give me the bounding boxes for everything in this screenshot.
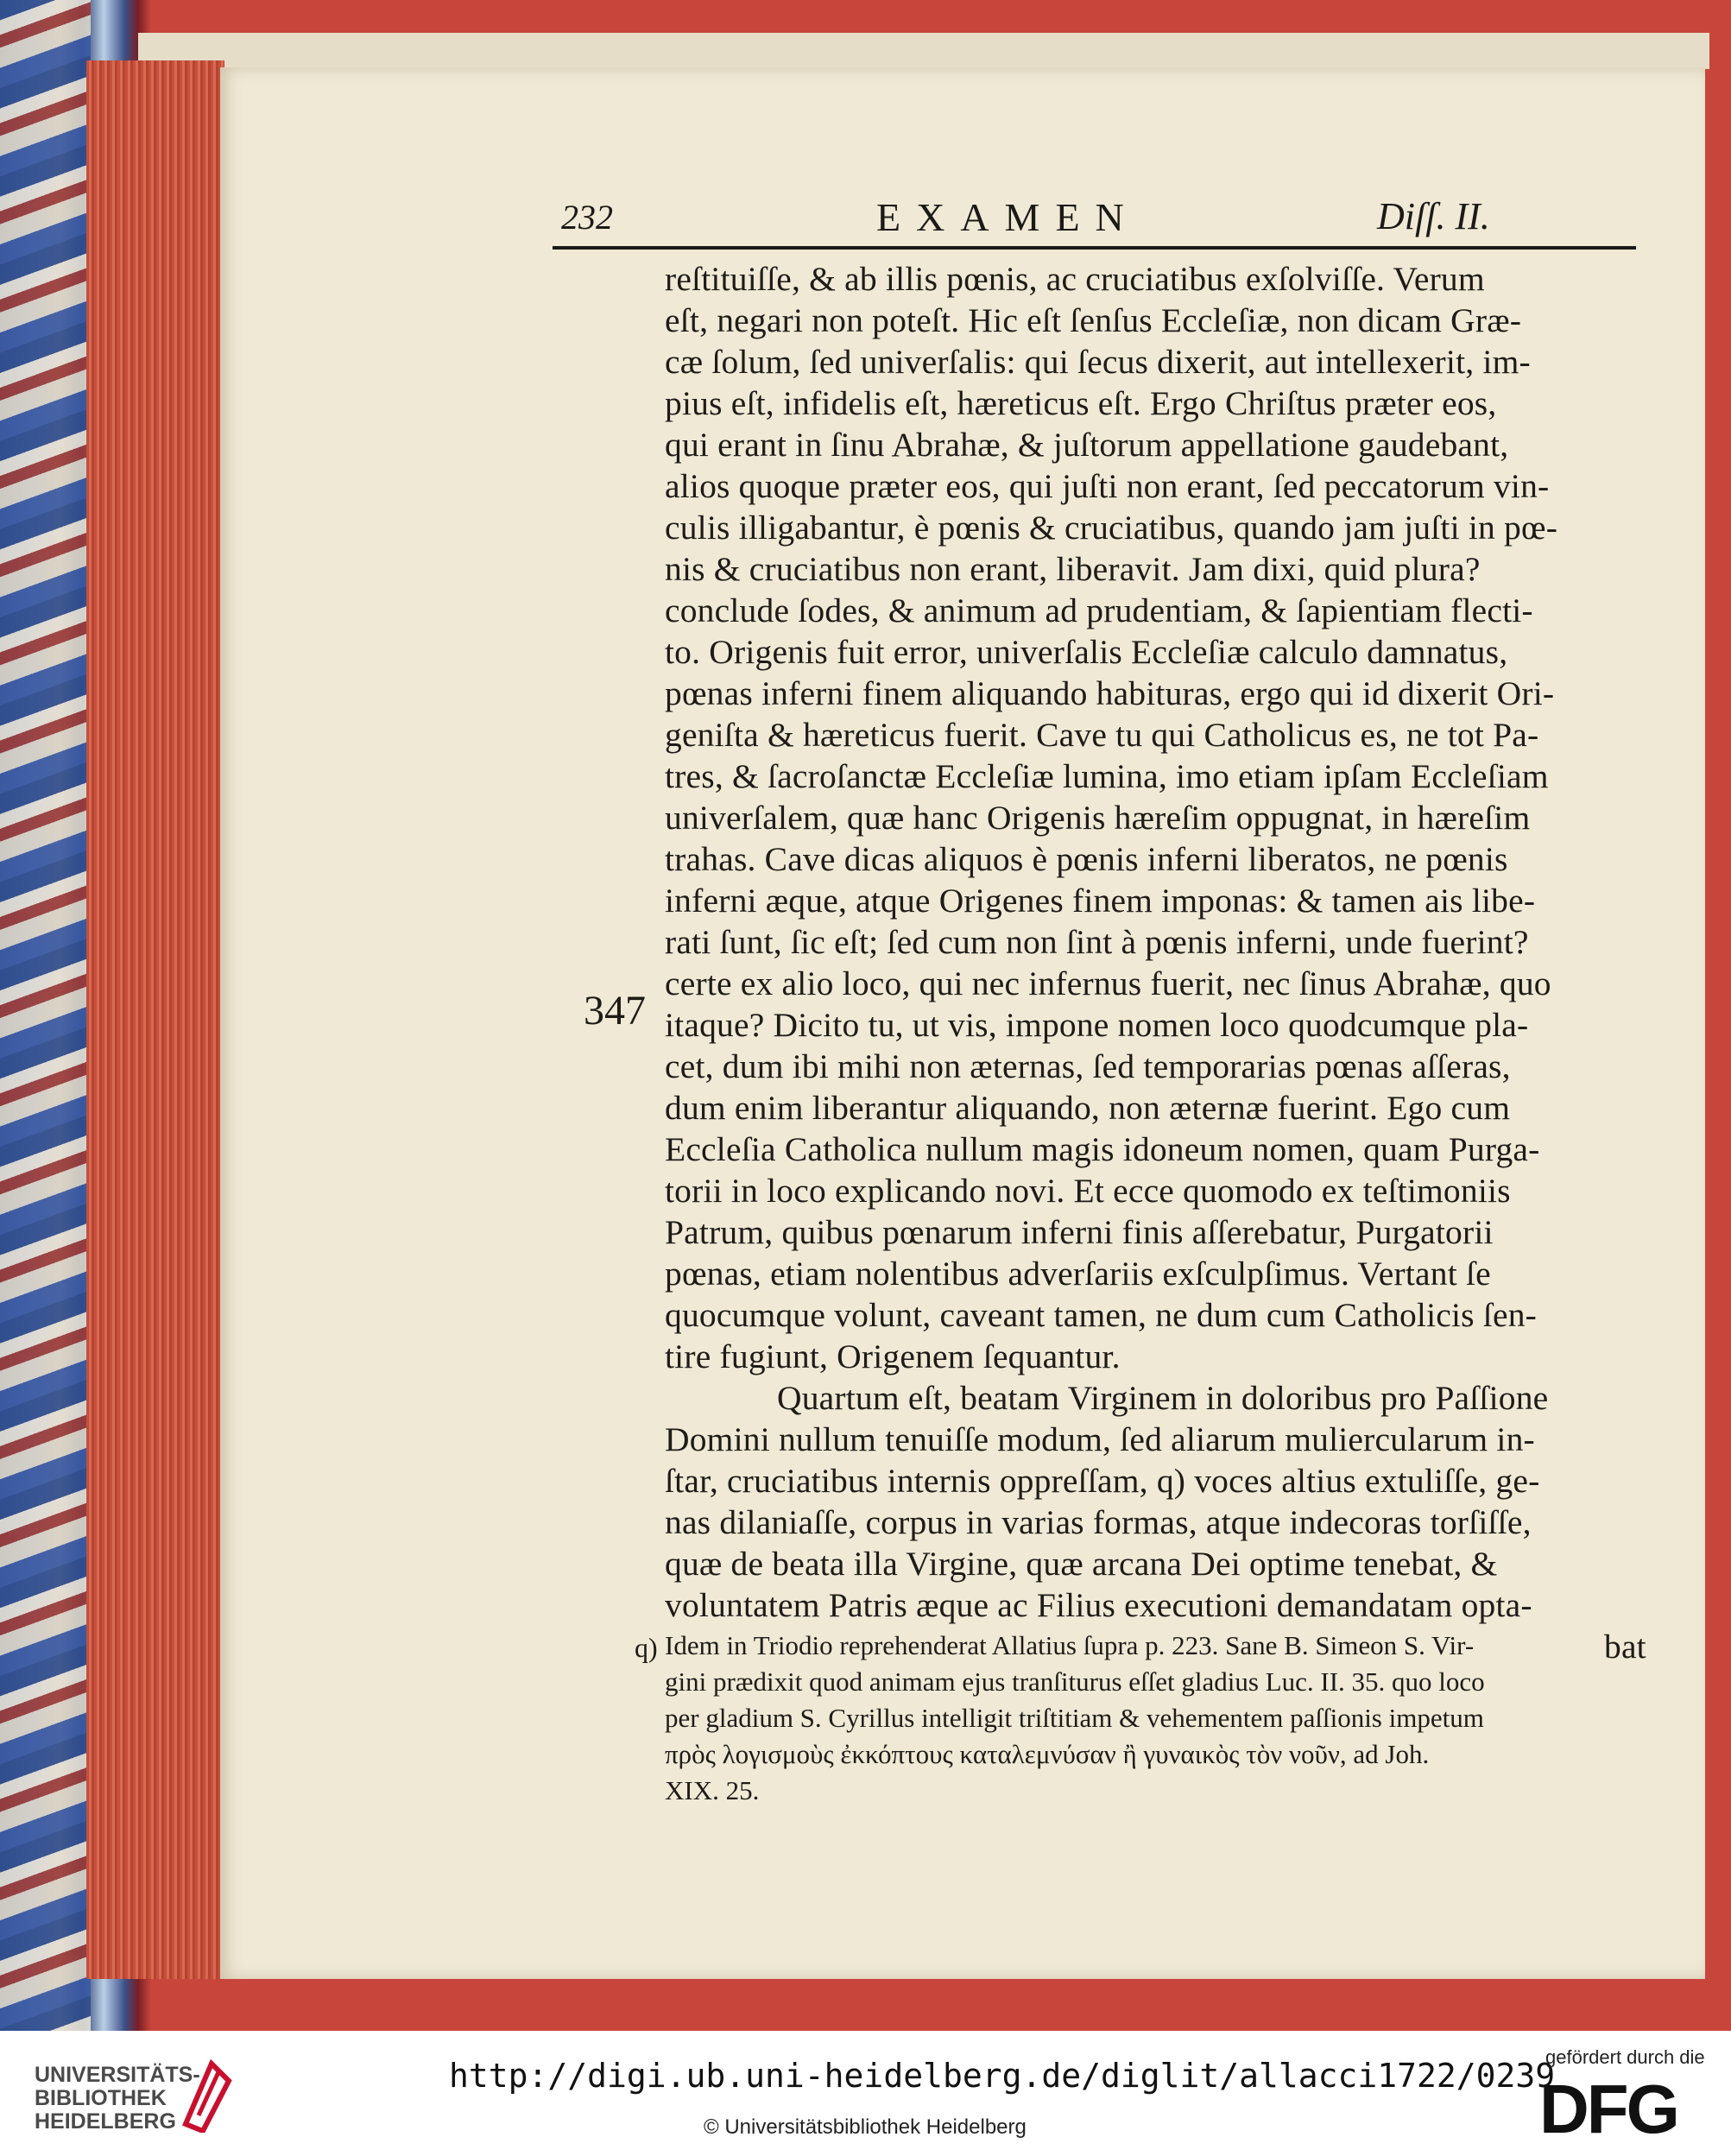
text-line: dum enim liberantur aliquando, non æternæ fuerint. Ego cum [665, 1089, 1511, 1127]
footnote-line: πρὸς λογισμοὺς ἐκκόπτους καταλεμνύσαν ἢ γυναικὸς τὸν νοῦν, ad Joh. [665, 1739, 1430, 1769]
dfg-logo[interactable]: DFG [1539, 2071, 1677, 2147]
text-line: quæ de beata illa Virgine, quæ arcana Dei optime tenebat, & [665, 1545, 1498, 1583]
footnote-line: gini prædixit quod animam ejus tranſiturus eſſet gladius Luc. II. 35. quo loco [665, 1666, 1485, 1697]
text-line: qui erant in ſinu Abrahæ, & juſtorum appellatione gaudebant, [665, 426, 1509, 464]
footnote-line: Idem in Triodio reprehenderat Allatius ſupra p. 223. Sane B. Simeon S. Vir- [665, 1630, 1475, 1660]
copyright-notice: © Universitätsbibliothek Heidelberg [704, 2115, 1027, 2139]
viewer-footer [0, 2031, 1731, 2156]
text-line: cæ ſolum, ſed univerſalis: qui ſecus dixerit, aut intellexerit, im- [665, 343, 1531, 381]
footnote-mark: q) [635, 1632, 658, 1663]
catchword: bat [1604, 1628, 1646, 1666]
permalink-url[interactable]: http://digi.ub.uni-heidelberg.de/diglit/allacci1722/0239 [449, 2057, 1556, 2095]
red-page-edge [86, 60, 224, 1979]
text-line: Patrum, quibus pœnarum inferni finis aſſerebatur, Purgatorii [665, 1213, 1494, 1251]
page-top-edge [138, 33, 1709, 69]
footnote-line: per gladium S. Cyrillus intelligit triſtitiam & vehementem paſſionis impetum [665, 1703, 1484, 1733]
text-line: to. Origenis fuit error, univerſalis Eccleſiæ calculo damnatus, [665, 633, 1508, 671]
page-number: 232 [561, 198, 613, 237]
header-rule [553, 246, 1636, 250]
text-line: cet, dum ibi mihi non æternas, ſed temporarias pœnas aſſeras, [665, 1047, 1511, 1085]
text-line: voluntatem Patris æque ac Filius executioni demandatam opta- [665, 1586, 1532, 1624]
text-line: ſtar, cruciatibus internis oppreſſam, q) voces altius extuliſſe, ge- [665, 1462, 1540, 1500]
text-line: nas dilaniaſſe, corpus in varias formas, atque indecoras torſiſſe, [665, 1503, 1532, 1541]
library-logo[interactable]: UNIVERSITÄTS- BIBLIOTHEK HEIDELBERG [35, 2063, 200, 2134]
text-line: tres, & ſacroſanctæ Eccleſiæ lumina, imo etiam ipſam Eccleſiam [665, 757, 1549, 795]
text-line: pœnas, etiam nolentibus adverſariis exſculpſimus. Vertant ſe [665, 1255, 1491, 1293]
text-line: rati ſunt, ſic eſt; ſed cum non ſint à pœnis inferni, unde fuerint? [665, 923, 1529, 961]
text-line: pius eſt, infidelis eſt, hæreticus eſt. Ergo Chriſtus præter eos, [665, 384, 1497, 422]
marbled-cover [0, 0, 91, 2031]
footnote-line: XIX. 25. [665, 1775, 760, 1805]
text-line: Eccleſia Catholica nullum magis idoneum nomen, quam Purga- [665, 1130, 1540, 1168]
library-logo-mark-icon [177, 2055, 237, 2133]
section-reference: Diſſ. II. [1377, 195, 1490, 237]
text-line: certe ex alio loco, qui nec infernus fuerit, nec ſinus Abrahæ, quo [665, 964, 1551, 1002]
text-line: Domini nullum tenuiſſe modum, ſed aliarum muliercularum in- [665, 1420, 1535, 1458]
running-title: EXAMEN [876, 195, 1140, 239]
text-line: eſt, negari non poteſt. Hic eſt ſenſus Eccleſiæ, non dicam Græ- [665, 301, 1522, 339]
text-line: conclude ſodes, & animum ad prudentiam, & ſapientiam flecti- [665, 591, 1533, 629]
text-line: alios quoque præter eos, qui juſti non erant, ſed peccatorum vin- [665, 467, 1550, 505]
text-line: torii in loco explicando novi. Et ecce quomodo ex teſtimoniis [665, 1172, 1511, 1210]
text-line: nis & cruciatibus non erant, liberavit. Jam dixi, quid plura? [665, 550, 1481, 588]
funder-label: gefördert durch die [1545, 2046, 1705, 2068]
text-line: tire fugiunt, Origenem ſequantur. [665, 1337, 1121, 1375]
text-line: pœnas inferni finem aliquando habituras, ergo qui id dixerit Ori- [665, 674, 1555, 712]
text-line: trahas. Cave dicas aliquos è pœnis inferni liberatos, ne pœnis [665, 840, 1508, 878]
text-line: culis illigabantur, è pœnis & cruciatibus, quando jam juſti in pœ- [665, 509, 1558, 547]
text-line: inferni æque, atque Origenes finem imponas: & tamen ais libe- [665, 882, 1536, 920]
text-line: reſtituiſſe, & ab illis pœnis, ac cruciatibus exſolviſſe. Verum [665, 260, 1485, 298]
text-line: geniſta & hæreticus fuerit. Cave tu qui Catholicus es, ne tot Pa- [665, 716, 1539, 754]
text-line: itaque? Dicito tu, ut vis, impone nomen loco quodcumque pla- [665, 1006, 1529, 1044]
text-line: quocumque volunt, caveant tamen, ne dum cum Catholicis ſen- [665, 1296, 1538, 1334]
text-line: Quartum eſt, beatam Virginem in doloribus pro Paſſione [777, 1379, 1549, 1417]
text-line: univerſalem, quæ hanc Origenis hæreſim oppugnat, in hæreſim [665, 799, 1531, 837]
margin-number: 347 [584, 988, 646, 1034]
